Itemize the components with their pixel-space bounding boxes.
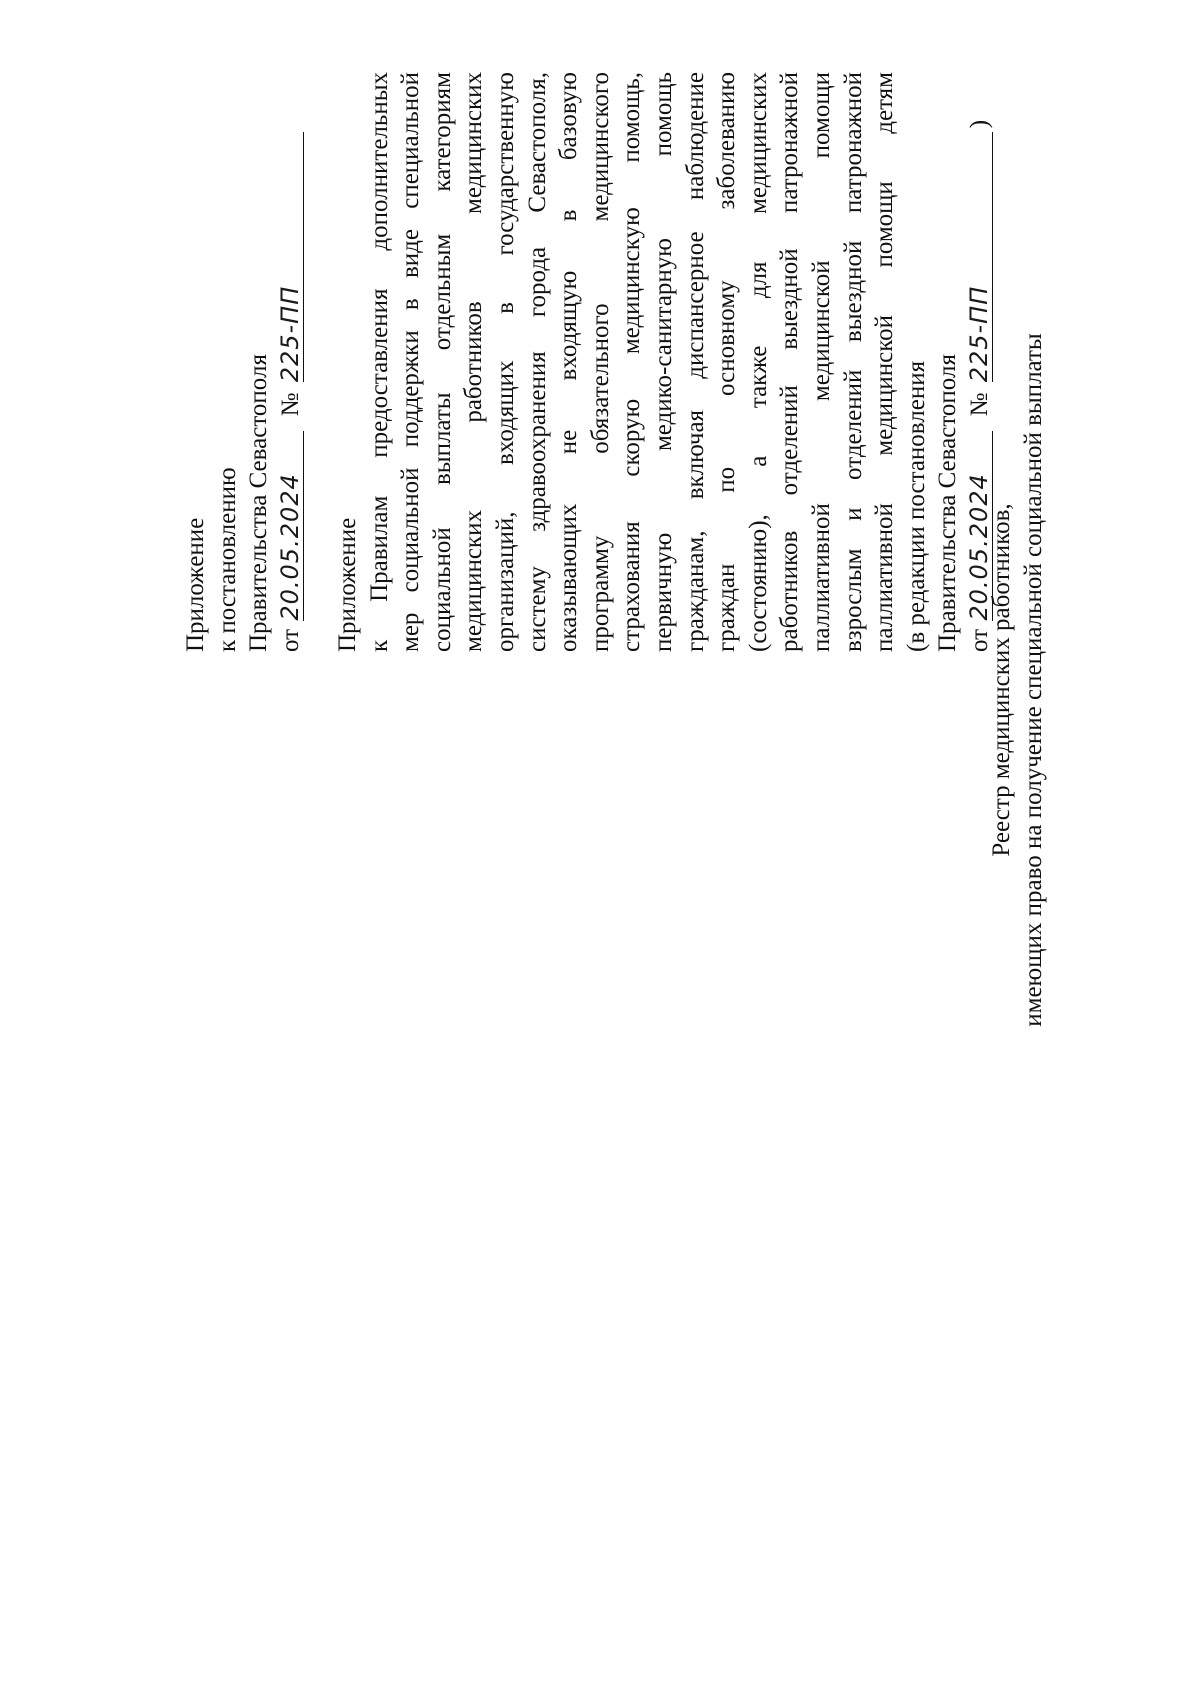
rules-line-16: взрослым и отделений выездной патронажной bbox=[839, 72, 867, 652]
header-date-field bbox=[275, 431, 304, 621]
header-line-3: Правительства Севастополя bbox=[245, 354, 273, 652]
header-from-label: от bbox=[276, 628, 304, 652]
header-number-label: № bbox=[276, 392, 304, 417]
header-number-handwritten: 225-ПП bbox=[275, 285, 304, 383]
rules-line-7: оказывающих не входящую в базовую bbox=[555, 72, 583, 652]
rules-edition-line-1: (в редакции постановления bbox=[902, 360, 930, 652]
rotated-page-content bbox=[160, 60, 1160, 1300]
rules-date-handwritten: 20.05.2024 bbox=[964, 473, 993, 621]
rules-edition-line-2: Правительства Севастополя bbox=[934, 354, 962, 652]
rules-close-paren: ) bbox=[965, 119, 993, 129]
header-date-handwritten: 20.05.2024 bbox=[275, 473, 304, 621]
registry-title-line-1: Реестр медицинских работников, bbox=[988, 503, 1015, 857]
rules-number-label: № bbox=[965, 392, 993, 417]
rules-line-3: социальной выплаты отдельным категориям bbox=[428, 72, 456, 652]
rules-line-17: паллиативной медицинской помощи детям bbox=[871, 72, 899, 652]
rules-from-label: от bbox=[965, 628, 993, 652]
header-date-number-line bbox=[275, 72, 307, 652]
rules-line-6: систему здравоохранения города Севастополя, bbox=[523, 72, 551, 652]
rules-line-11: гражданам, включая диспансерное наблюдение bbox=[681, 72, 709, 652]
header-line-2: к постановлению bbox=[213, 467, 241, 652]
header-block bbox=[180, 72, 306, 652]
rules-line-8: программу обязательного медицинского bbox=[586, 72, 614, 652]
header-number-field bbox=[275, 132, 304, 383]
rules-line-2: мер социальной поддержки в виде специальной bbox=[397, 72, 425, 652]
rules-heading: Приложение bbox=[334, 517, 361, 652]
header-line-1: Приложение bbox=[182, 517, 209, 652]
rules-line-1: к Правилам предоставления дополнительных bbox=[365, 72, 393, 652]
rules-line-10: первичную медико-санитарную помощь bbox=[649, 72, 677, 652]
registry-title-line-2: имеющих право на получение специальной социальной выплаты bbox=[1020, 333, 1047, 1027]
rules-line-12: граждан по основному заболеванию bbox=[713, 72, 741, 652]
rules-line-9: страхования скорую медицинскую помощь, bbox=[618, 72, 646, 652]
rules-line-15: паллиативной медицинской помощи bbox=[807, 72, 835, 652]
rules-line-5: организаций, входящих в государственную bbox=[491, 72, 519, 652]
rules-block bbox=[332, 72, 995, 652]
rules-line-14: работников отделений выездной патронажной bbox=[776, 72, 804, 652]
rules-line-4: медицинских работников медицинских bbox=[460, 72, 488, 652]
rules-number-handwritten: 225-ПП bbox=[964, 285, 993, 383]
rules-line-13: (состоянию), а также для медицинских bbox=[744, 72, 772, 652]
